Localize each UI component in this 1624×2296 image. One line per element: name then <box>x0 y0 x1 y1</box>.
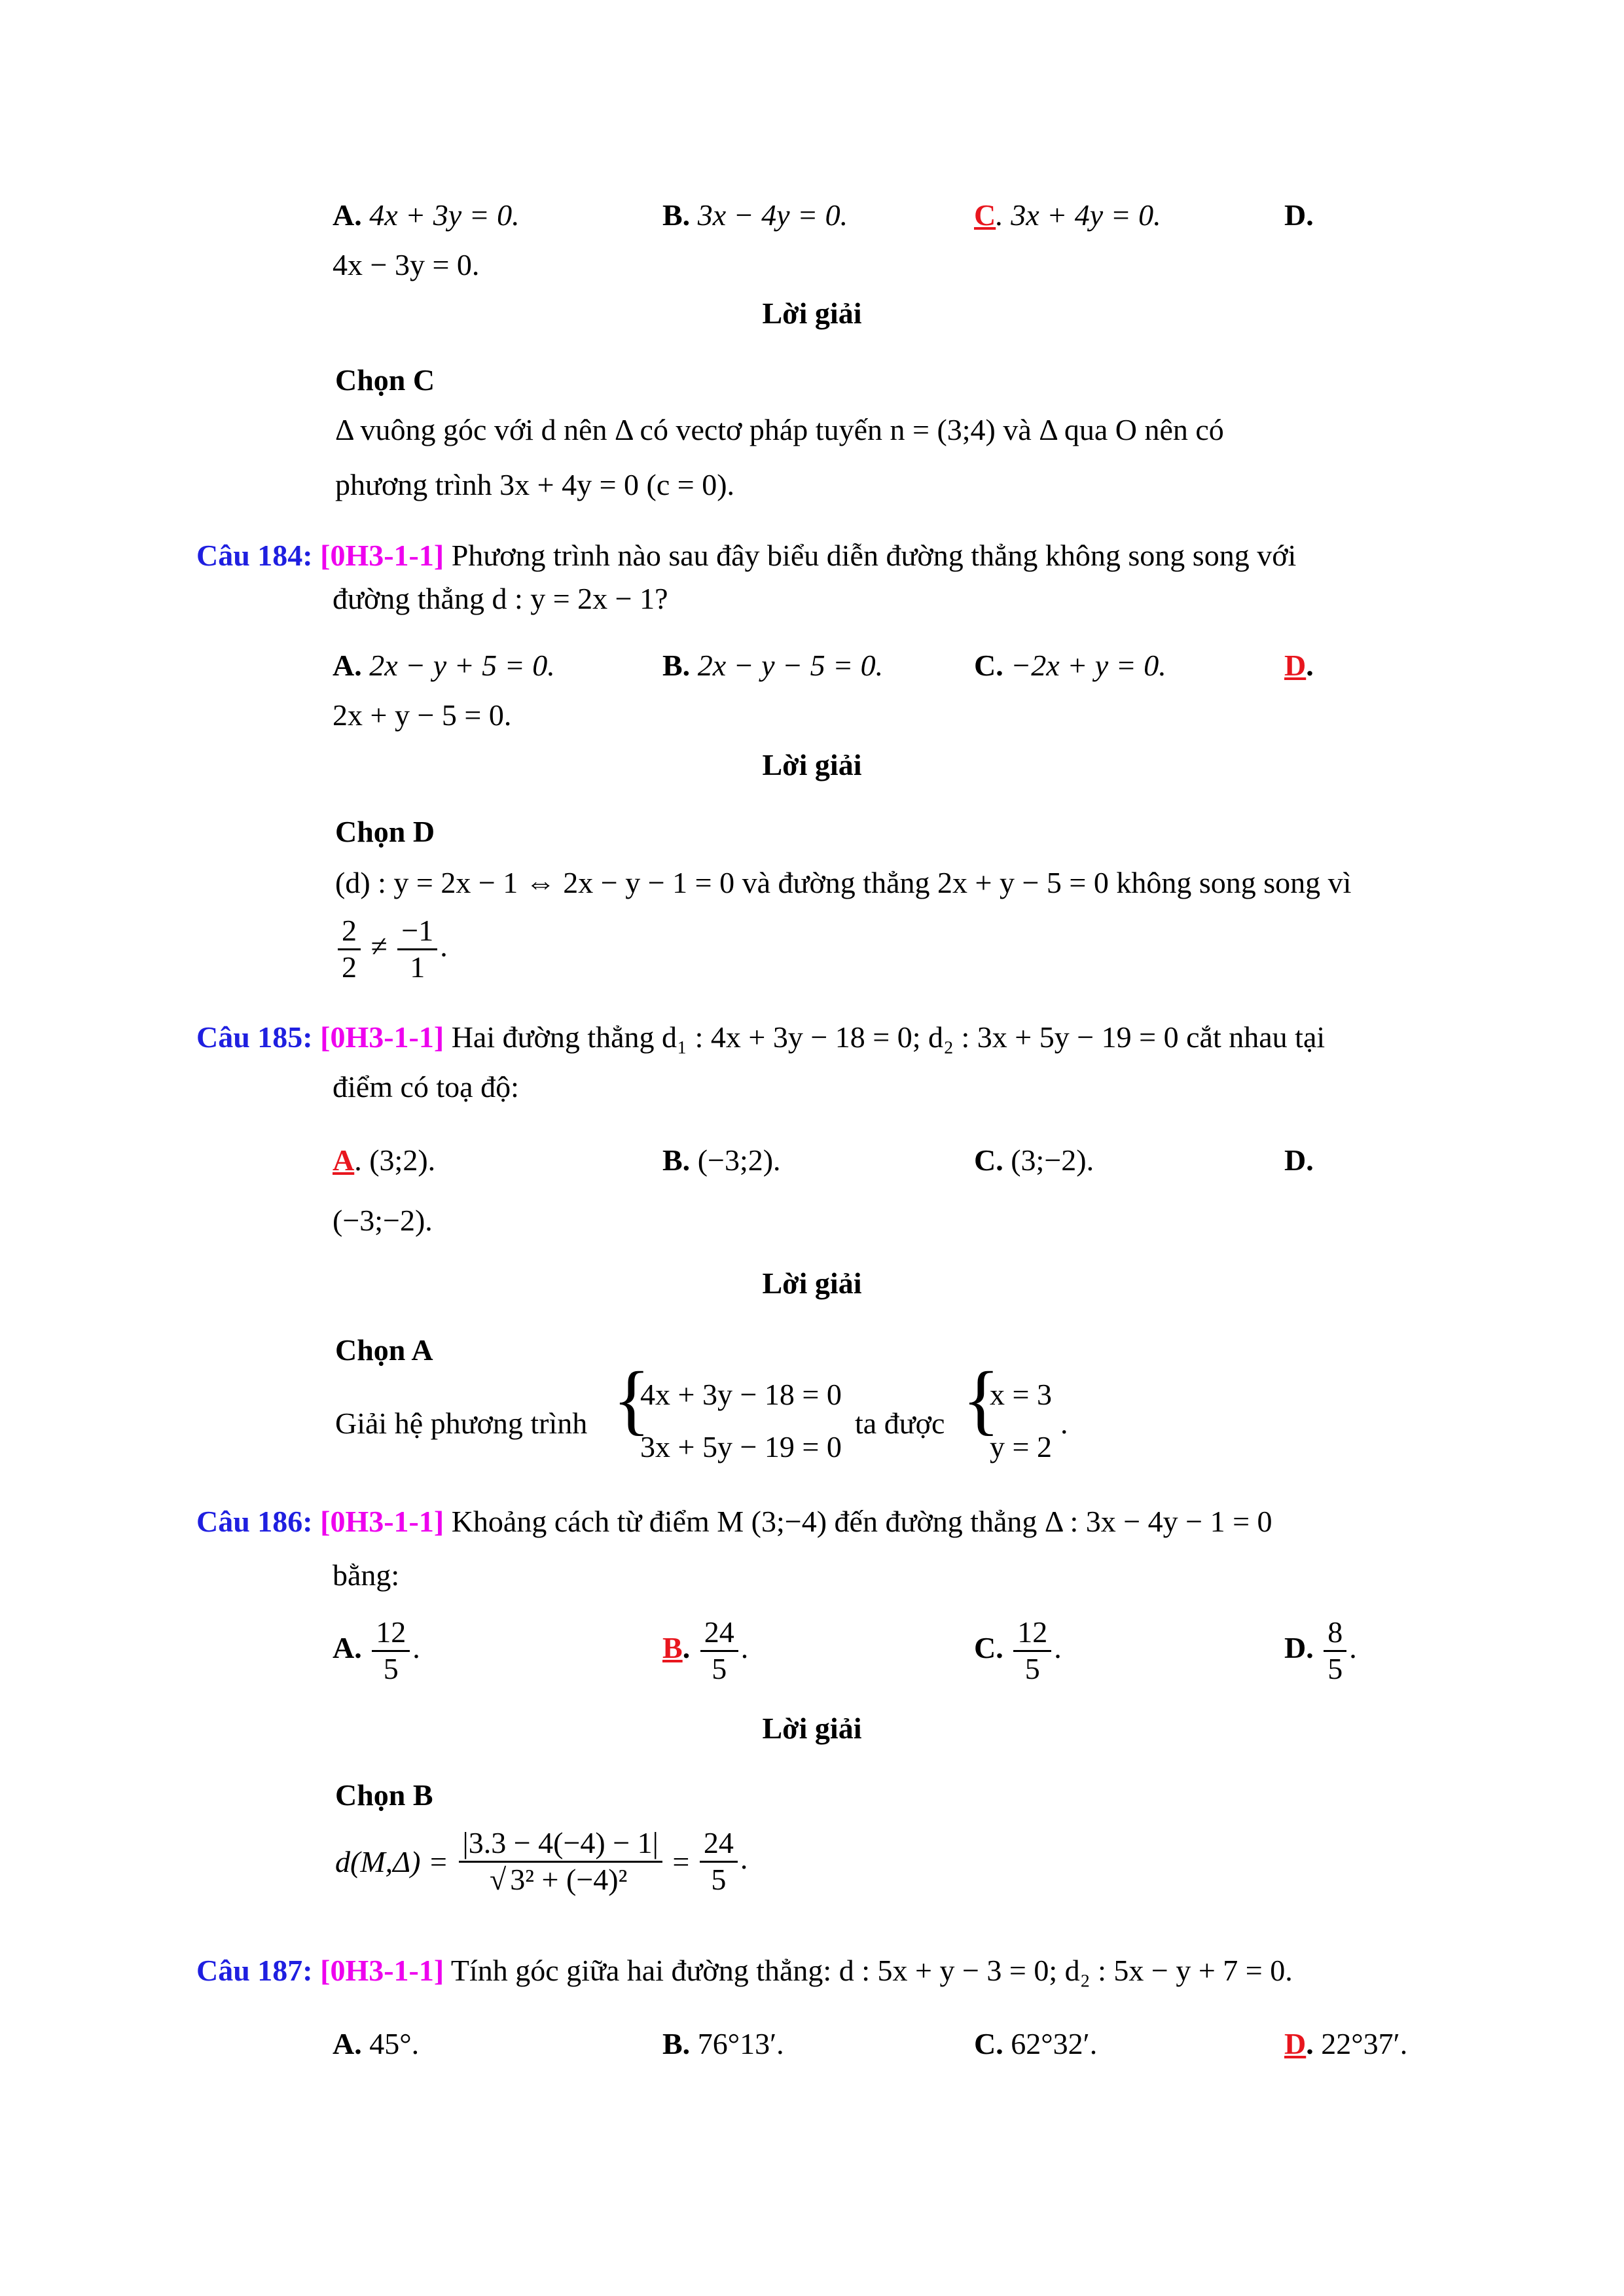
q183-option-d[interactable] <box>1284 198 1314 232</box>
q186-option-d[interactable]: D. $\frac{8}{5}$ . <box>1284 1615 1357 1685</box>
q184-explanation-fraction: $\frac{2}{2}$ ≠ $\frac{-1}{1}$ . <box>335 914 448 985</box>
q184-neq: ≠ <box>370 929 388 963</box>
q186-dist-frac: $\frac{|3.3 - 4(-4) - 1|}{\text{√ 3² + (−4)²}}$ <box>459 1826 662 1897</box>
q185-option-d-text: (−3;−2). <box>333 1204 433 1237</box>
q185-option-c[interactable] <box>974 1143 1094 1177</box>
q183-option-a-text: 4x + 3y = 0. <box>369 198 520 232</box>
q186-option-d-label: D. <box>1284 1630 1314 1664</box>
q185-system2-line1: x = 3 <box>990 1378 1052 1411</box>
q186-option-b-label: B <box>662 1630 683 1664</box>
q184-option-b-text: 2x − y − 5 = 0. <box>697 649 884 682</box>
q185-exp-mid: ta được <box>855 1407 945 1440</box>
q184-option-a-text: 2x − y + 5 = 0. <box>369 649 555 682</box>
q183-option-c[interactable] <box>974 198 1161 232</box>
q185-system1-line2: 3x + 5y − 19 = 0 <box>640 1430 842 1463</box>
q183-option-a-label: A. <box>333 198 362 232</box>
q186-code: [0H3-1-1] <box>320 1505 444 1538</box>
q185-option-b-text: (−3;2). <box>697 1143 781 1177</box>
q187-option-d[interactable]: D. 22°37′. <box>1284 2027 1408 2060</box>
q186-option-b[interactable]: B. $\frac{24}{5}$ . <box>662 1615 749 1685</box>
q183-option-c-label: C <box>974 198 996 232</box>
q184-option-d-text: 2x + y − 5 = 0. <box>333 698 512 732</box>
q184-frac1: $\frac{2}{2}$ <box>338 914 361 985</box>
q186-text1: Khoảng cách từ điểm M (3;−4) đến đường thẳng Δ : 3x − 4y − 1 = 0 <box>451 1505 1272 1538</box>
q184-option-a[interactable] <box>333 648 555 683</box>
q185-stem-line1 <box>196 1020 1325 1054</box>
q185-text1: Hai đường thẳng d₁ : 4x + 3y − 18 = 0; d₂ : 3x + 5y − 19 = 0 cắt nhau tại <box>451 1020 1326 1054</box>
q184-option-b-label: B. <box>662 649 691 682</box>
q187-option-d-text: 22°37′. <box>1321 2027 1408 2060</box>
q184-option-a-label: A. <box>333 649 362 682</box>
q187-option-c-text: 62°32′. <box>1011 2027 1098 2060</box>
q185-option-d[interactable] <box>1284 1143 1314 1177</box>
q184-frac2: $\frac{-1}{1}$ <box>397 914 437 985</box>
q187-option-b-text: 76°13′. <box>697 2027 784 2060</box>
q185-system2-brace: { <box>962 1355 1000 1443</box>
q186-stem-line1 <box>196 1504 1272 1539</box>
q184-text1: Phương trình nào sau đây biểu diễn đường thẳng không song song với <box>451 539 1297 572</box>
q183-option-b-label: B. <box>662 198 691 232</box>
q185-choice: Chọn A <box>335 1333 433 1367</box>
q187-option-c[interactable] <box>974 2026 1097 2061</box>
q187-option-b-label: B. <box>662 2027 691 2060</box>
q186-solution-heading: Lời giải <box>762 1712 862 1745</box>
q187-code: [0H3-1-1] <box>320 1954 444 1987</box>
q185-system1-line1: 4x + 3y − 18 = 0 <box>640 1378 842 1411</box>
q187-option-d-label: D <box>1284 2027 1307 2060</box>
q187-option-b[interactable] <box>662 2026 784 2061</box>
q184-solution-heading: Lời giải <box>762 748 862 781</box>
q184-option-b[interactable] <box>662 648 883 683</box>
q187-option-c-label: C. <box>974 2027 1003 2060</box>
q184-option-d-label: D <box>1284 649 1307 682</box>
q183-option-c-text: . 3x + 4y = 0. <box>996 198 1161 232</box>
q185-option-d-label: D. <box>1284 1143 1314 1177</box>
q186-option-c-label: C. <box>974 1630 1003 1664</box>
q183-option-b[interactable] <box>662 198 848 232</box>
q184-stem-line1 <box>196 538 1296 573</box>
q184-explanation-line1: (d) : y = 2x − 1 ⇔ 2x − y − 1 = 0 và đường thẳng 2x + y − 5 = 0 không song song vì <box>335 866 1352 899</box>
q187-number: Câu 187: <box>196 1954 313 1987</box>
q184-choice: Chọn D <box>335 815 435 848</box>
q186-dist-result: $\frac{24}{5}$ <box>700 1826 738 1897</box>
q185-system1-brace: { <box>613 1355 651 1443</box>
q185-system2-line2: y = 2 <box>990 1430 1052 1463</box>
q185-code: [0H3-1-1] <box>320 1020 444 1054</box>
q186-option-a[interactable]: A. $\frac{12}{5}$ . <box>333 1615 420 1685</box>
q185-option-a[interactable] <box>333 1143 435 1177</box>
q184-code: [0H3-1-1] <box>320 539 444 572</box>
q183-solution-heading: Lời giải <box>762 296 862 330</box>
q185-option-c-text: (3;−2). <box>1011 1143 1094 1177</box>
q185-number: Câu 185: <box>196 1020 313 1054</box>
q183-explanation-line2: phương trình 3x + 4y = 0 (c = 0). <box>335 468 735 501</box>
q183-option-d-text: 4x − 3y = 0. <box>333 248 480 281</box>
q186-option-d-frac: $\frac{8}{5}$ <box>1324 1615 1346 1687</box>
q186-option-c[interactable]: C. $\frac{12}{5}$ . <box>974 1615 1062 1685</box>
q186-choice: Chọn B <box>335 1778 433 1812</box>
q185-exp-prefix: Giải hệ phương trình <box>335 1407 588 1440</box>
q185-option-a-text: . (3;2). <box>354 1143 436 1177</box>
q183-option-b-text: 3x − 4y = 0. <box>697 198 848 232</box>
q186-option-b-frac: $\frac{24}{5}$ <box>700 1615 738 1687</box>
q184-stem-line2: đường thẳng d : y = 2x − 1? <box>333 582 668 615</box>
q186-distance-formula: d(M,Δ) = $\frac{|3.3 - 4(-4) - 1|}{\text{√ 3² + (−4)²}}$ = $\frac{24}{5}$ . <box>335 1826 748 1896</box>
q186-option-a-frac: $\frac{12}{5}$ <box>372 1615 410 1687</box>
q186-number: Câu 186: <box>196 1505 313 1538</box>
q183-choice: Chọn C <box>335 363 435 397</box>
q184-option-c-text: −2x + y = 0. <box>1011 649 1166 682</box>
q187-option-a[interactable] <box>333 2026 419 2061</box>
q185-option-c-label: C. <box>974 1143 1003 1177</box>
q184-option-c-label: C. <box>974 649 1003 682</box>
q185-option-b-label: B. <box>662 1143 691 1177</box>
q185-stem-line2: điểm có toạ độ: <box>333 1070 519 1103</box>
q186-option-a-label: A. <box>333 1630 362 1664</box>
q187-text: Tính góc giữa hai đường thẳng: d : 5x + y − 3 = 0; d₂ : 5x − y + 7 = 0. <box>450 1954 1293 1987</box>
q185-option-b[interactable] <box>662 1143 781 1177</box>
q185-option-a-label: A <box>333 1143 355 1177</box>
q185-solution-heading: Lời giải <box>762 1266 862 1300</box>
q186-stem-line2: bằng: <box>333 1558 400 1592</box>
q187-option-a-text: 45°. <box>369 2027 420 2060</box>
q184-option-c[interactable] <box>974 648 1166 683</box>
q187-stem <box>196 1953 1293 1988</box>
q187-option-a-label: A. <box>333 2027 362 2060</box>
q183-option-d-label: D. <box>1284 198 1314 232</box>
q186-dist-lhs: d(M,Δ) = <box>335 1844 448 1878</box>
q186-option-c-frac: $\frac{12}{5}$ <box>1013 1615 1051 1687</box>
q184-option-d[interactable]: D. <box>1284 649 1314 682</box>
q184-number: Câu 184: <box>196 539 313 572</box>
q183-option-a[interactable] <box>333 198 520 232</box>
q183-explanation-line1: Δ vuông góc với d nên Δ có vectơ pháp tuyến n = (3;4) và Δ qua O nên có <box>335 413 1224 446</box>
